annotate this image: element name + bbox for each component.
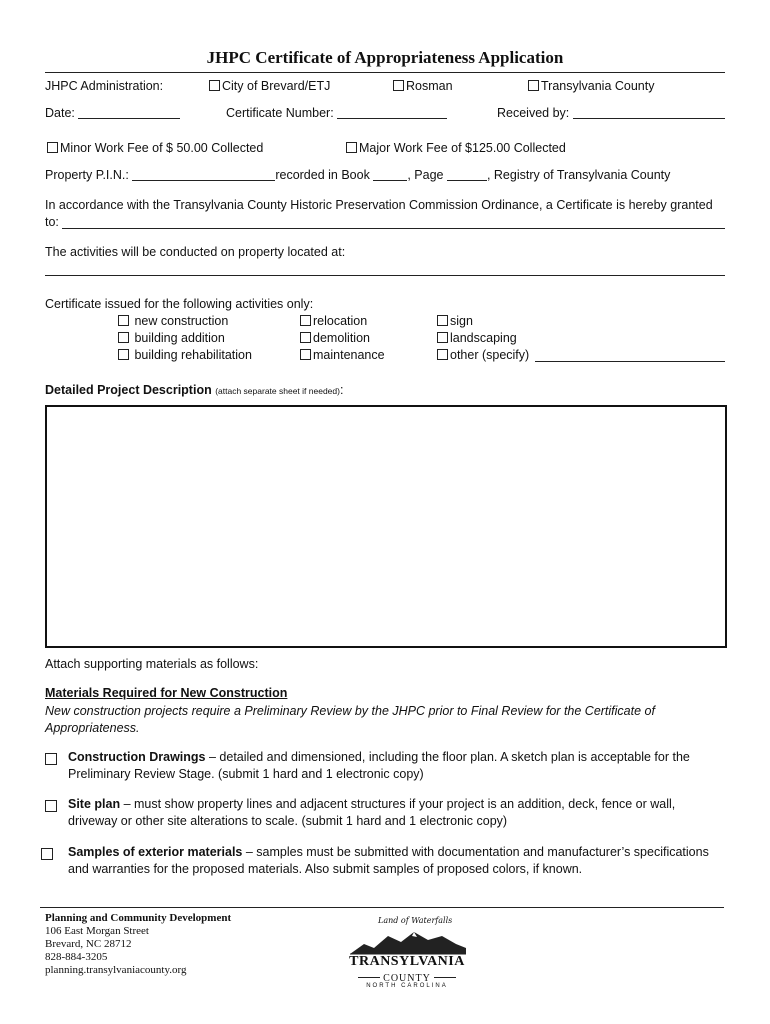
pin-label: Property P.I.N.: — [45, 168, 129, 182]
footer-phone: 828-884-3205 — [45, 951, 108, 963]
location-input-line[interactable] — [45, 275, 725, 276]
materials-heading: Materials Required for New Construction — [45, 686, 288, 700]
minor-fee-label: Minor Work Fee of $ 50.00 Collected — [60, 141, 264, 155]
checkbox[interactable] — [528, 80, 539, 91]
construction-drawings-item — [68, 749, 728, 783]
footer-city: Brevard, NC 28712 — [45, 938, 132, 950]
book-input-line[interactable] — [373, 168, 407, 181]
checkbox[interactable] — [300, 332, 311, 343]
major-fee-label: Major Work Fee of $125.00 Collected — [359, 141, 566, 155]
item-text: – samples must be submitted with documentation and manufacturer’s specifications and warranties for the proposed materials. Also submit samples of proposed colors, if known. — [68, 845, 709, 876]
checkbox[interactable] — [47, 142, 58, 153]
checkbox[interactable] — [393, 80, 404, 91]
item-title: Construction Drawings — [68, 750, 206, 764]
item-title: Samples of exterior materials — [68, 845, 243, 859]
footer-dept: Planning and Community Development — [45, 912, 232, 924]
activities-location-label: The activities will be conducted on property located at: — [45, 245, 346, 259]
logo-state: NORTH CAROLINA — [366, 983, 448, 989]
footer-web: planning.transylvaniacounty.org — [45, 964, 187, 976]
item-text: – must show property lines and adjacent structures if your project is an addition, deck, fence or wall, driveway or other site alterations to scale. (submit 1 hard and 1 electronic copy) — [68, 797, 676, 828]
activities-intro: Certificate issued for the following activities only: — [45, 297, 314, 311]
accordance-line1: In accordance with the Transylvania County Historic Preservation Commission Ordinance, a Certificate is hereby granted — [45, 198, 713, 212]
minor-fee-option[interactable] — [47, 141, 263, 155]
project-description-label: Detailed Project Description — [45, 383, 212, 397]
activity-relocation[interactable] — [300, 314, 367, 328]
received-by-input-line[interactable] — [573, 106, 725, 119]
activity-label: landscaping — [450, 331, 517, 345]
page-label: , Page — [407, 168, 444, 182]
date-field[interactable] — [45, 106, 180, 120]
logo-county: COUNTY — [383, 973, 431, 984]
admin-option-brevard[interactable] — [209, 79, 330, 93]
project-description-heading — [45, 383, 343, 397]
major-fee-option[interactable] — [346, 141, 566, 155]
colon: : — [339, 383, 344, 397]
site-plan-item — [68, 796, 728, 830]
checkbox[interactable] — [300, 315, 311, 326]
certificate-number-input-line[interactable] — [337, 106, 447, 119]
admin-option-label: City of Brevard/ETJ — [222, 79, 331, 93]
activity-new-construction[interactable] — [118, 314, 228, 328]
checkbox[interactable] — [300, 349, 311, 360]
footer-rule — [40, 907, 724, 908]
site-plan-checkbox[interactable] — [45, 800, 57, 812]
checkbox[interactable] — [437, 349, 448, 360]
logo-county-row — [346, 970, 468, 984]
logo-name: TRANSYLVANIA — [349, 954, 465, 969]
admin-option-label: Transylvania County — [541, 79, 655, 93]
checkbox[interactable] — [118, 332, 129, 343]
construction-drawings-checkbox[interactable] — [45, 753, 57, 765]
admin-label: JHPC Administration: — [45, 79, 164, 93]
grantee-input-line[interactable] — [62, 228, 725, 229]
other-specify-input-line[interactable] — [535, 361, 725, 362]
item-title: Site plan — [68, 797, 121, 811]
transylvania-county-logo — [346, 914, 468, 992]
exterior-materials-checkbox[interactable] — [41, 848, 53, 860]
activity-label: relocation — [313, 314, 368, 328]
title-rule — [45, 72, 725, 73]
page-title: JHPC Certificate of Appropriateness Application — [206, 48, 564, 67]
certificate-number-label: Certificate Number: — [226, 106, 334, 120]
mountain-icon — [346, 926, 468, 956]
property-pin-row — [45, 168, 670, 182]
received-by-label: Received by: — [497, 106, 570, 120]
logo-divider-right — [434, 977, 456, 978]
recorded-label: recorded in Book — [275, 168, 370, 182]
checkbox[interactable] — [346, 142, 357, 153]
date-input-line[interactable] — [78, 106, 180, 119]
logo-tagline: Land of Waterfalls — [378, 916, 453, 925]
page-input-line[interactable] — [447, 168, 487, 181]
accordance-line2: to: — [45, 215, 59, 229]
activity-label: sign — [450, 314, 473, 328]
checkbox[interactable] — [437, 315, 448, 326]
footer-street: 106 East Morgan Street — [45, 925, 149, 937]
attach-intro: Attach supporting materials as follows: — [45, 657, 259, 671]
registry-label: , Registry of Transylvania County — [486, 168, 671, 182]
footer-address — [45, 912, 231, 977]
checkbox[interactable] — [437, 332, 448, 343]
project-description-textarea[interactable] — [45, 405, 727, 648]
admin-option-transylvania[interactable] — [528, 79, 654, 93]
activity-label: new construction — [134, 314, 229, 328]
activity-label: demolition — [313, 331, 370, 345]
checkbox[interactable] — [209, 80, 220, 91]
admin-option-rosman[interactable] — [393, 79, 453, 93]
materials-intro: New construction projects require a Preliminary Review by the JHPC prior to Final Review for the Certificate of Appropriateness. — [45, 704, 655, 735]
project-description-note: (attach separate sheet if needed) — [215, 386, 340, 396]
activity-maintenance[interactable] — [300, 348, 385, 362]
activity-label: building rehabilitation — [134, 348, 252, 362]
item-text: – detailed and dimensioned, including the floor plan. A sketch plan is acceptable for the Preliminary Review Stage. (submit 1 hard and 1 electronic copy) — [68, 750, 690, 781]
checkbox[interactable] — [118, 349, 129, 360]
exterior-materials-item — [68, 844, 728, 878]
received-by-field[interactable] — [497, 106, 725, 120]
admin-option-label: Rosman — [406, 79, 453, 93]
activity-label: other (specify) — [450, 348, 530, 362]
activity-label: building addition — [134, 331, 225, 345]
logo-divider-left — [358, 977, 380, 978]
date-label: Date: — [45, 106, 75, 120]
activity-sign[interactable] — [437, 314, 473, 328]
activity-building-rehabilitation[interactable] — [118, 348, 252, 362]
certificate-number-field[interactable] — [226, 106, 447, 120]
pin-input-line[interactable] — [132, 168, 275, 181]
activity-building-addition[interactable] — [118, 331, 225, 345]
activity-landscaping[interactable] — [437, 331, 517, 345]
activity-demolition[interactable] — [300, 331, 370, 345]
checkbox[interactable] — [118, 315, 129, 326]
activity-label: maintenance — [313, 348, 385, 362]
activity-other[interactable] — [437, 348, 529, 362]
